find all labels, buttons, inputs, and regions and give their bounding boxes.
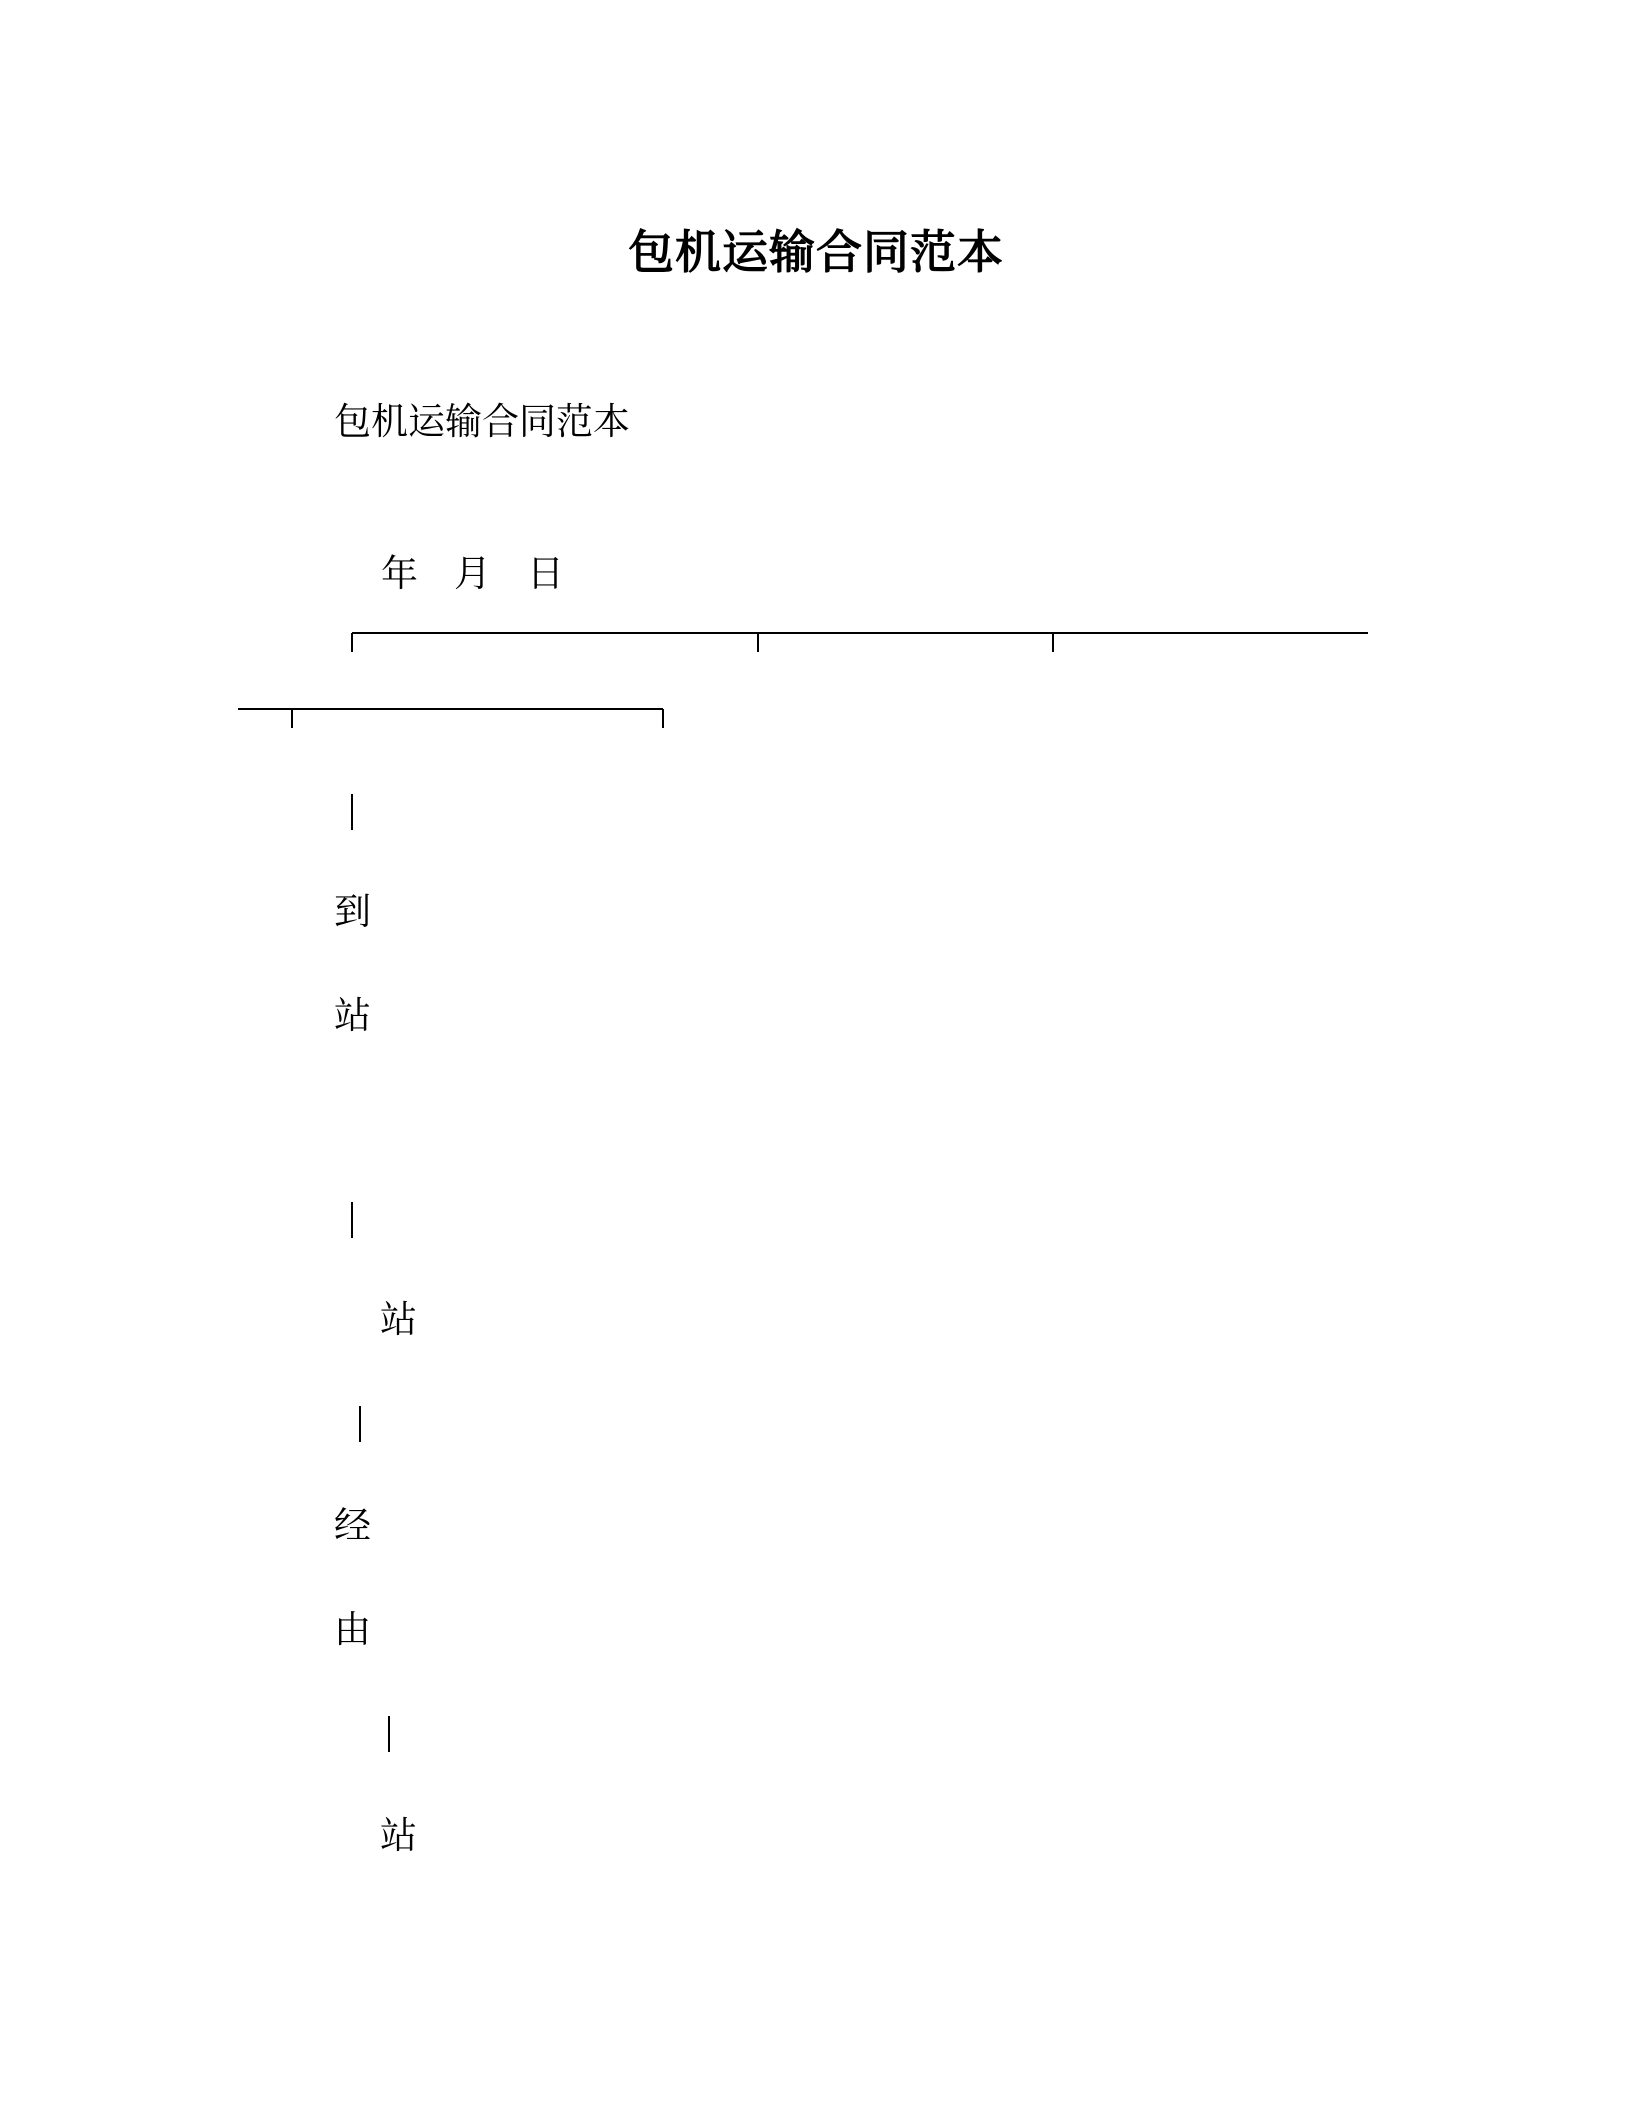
document-subtitle: 包机运输合同范本 [334, 400, 630, 443]
label-zhan-1: 站 [334, 994, 371, 1037]
label-you: 由 [334, 1608, 371, 1651]
date-year-label: 年 [381, 552, 419, 595]
label-zhan-3: 站 [380, 1814, 417, 1857]
date-month-label: 月 [454, 552, 492, 595]
date-line [334, 502, 564, 646]
label-jing: 经 [334, 1504, 371, 1547]
label-zhan-2: 站 [380, 1298, 417, 1341]
date-day-label: 日 [527, 552, 565, 595]
label-dao: 到 [334, 890, 371, 933]
document-title: 包机运输合同范本 [628, 225, 1004, 279]
